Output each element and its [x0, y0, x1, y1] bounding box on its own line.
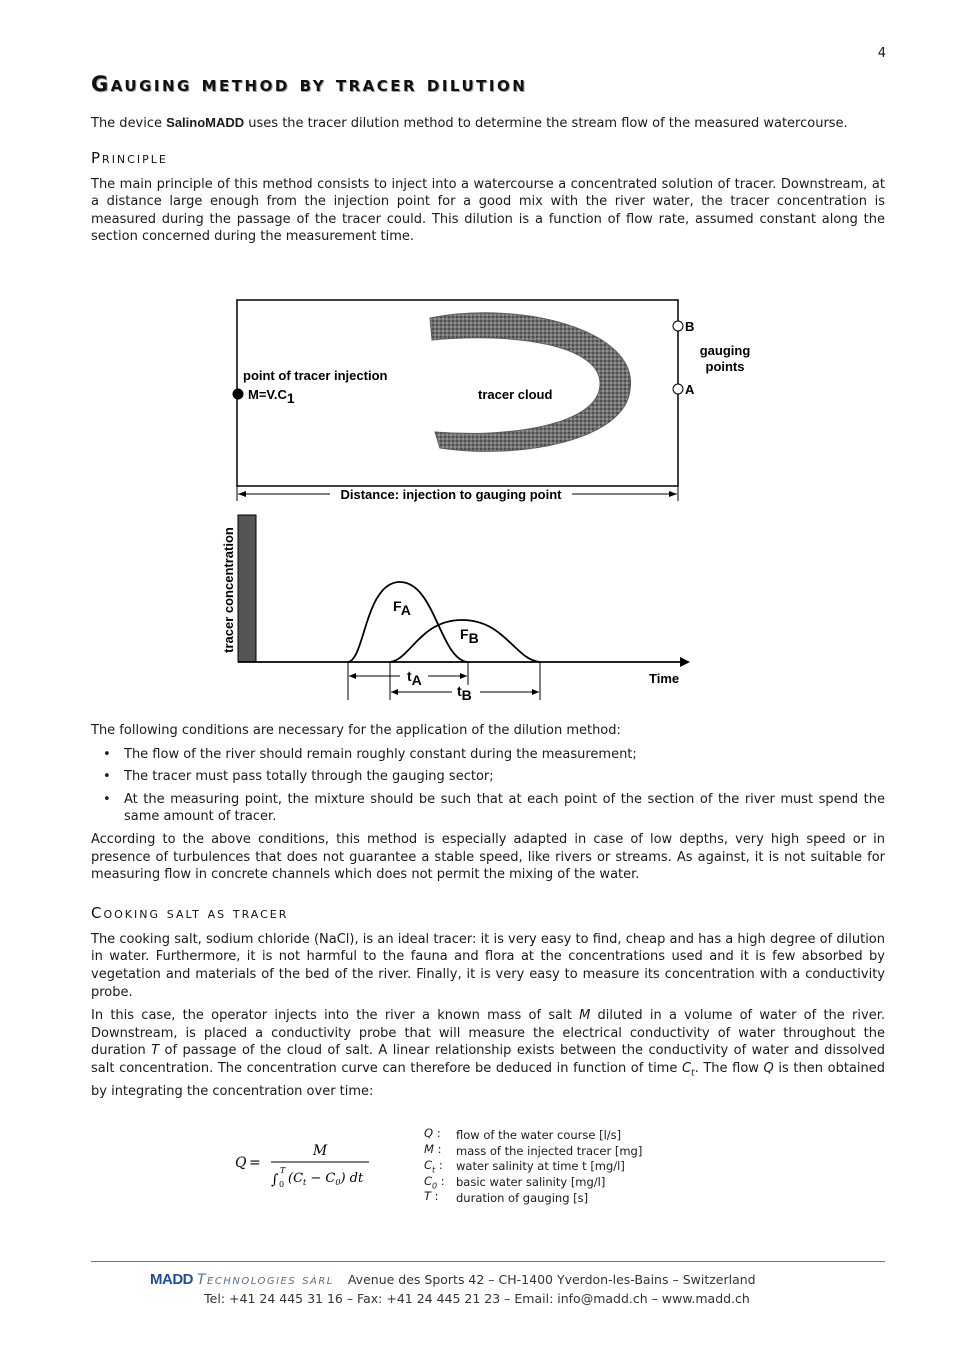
condition-item: • The tracer must pass totally through the gauging sector;	[124, 768, 885, 786]
formula-legend	[424, 1127, 642, 1205]
legend-row	[424, 1190, 642, 1206]
mass-label	[248, 387, 295, 406]
formula-den-end: ) dt	[340, 1171, 364, 1186]
tb-arrowhead-right	[532, 689, 539, 695]
salt-p2-var-ct	[681, 1060, 695, 1079]
curve-fa-main: F	[393, 598, 401, 614]
tb-label	[457, 683, 472, 703]
intro-before: The device	[91, 116, 167, 131]
condition-item: • At the measuring point, the mixture should be such that at each point of the section of the river must spend the same amount of tracer.	[124, 791, 885, 826]
intro-after: uses the tracer dilution method to determine the stream flow of the measured watercourse.	[244, 116, 848, 131]
ta-arrowhead-left	[349, 673, 356, 679]
formula-equals: =	[249, 1155, 261, 1171]
concentration-axis-label: tracer concentration	[221, 527, 236, 653]
legend-row	[424, 1174, 642, 1190]
principle-heading: Principle	[91, 148, 168, 167]
formula-den-a: (C	[288, 1171, 304, 1186]
salt-p2-var-m: M	[579, 1008, 591, 1024]
tracer-cloud	[430, 313, 631, 452]
salt-p2-var-q: Q	[763, 1060, 774, 1076]
formula-upper: T	[280, 1166, 286, 1175]
page-title: Gauging method by tracer dilution	[91, 72, 528, 96]
legend-row	[424, 1158, 642, 1174]
device-name: SalinoMADD	[166, 115, 245, 130]
salt-p2-text-b: diluted in a volume of water of the river. Downstream, is placed a conductivity probe that will measure the electrical conductivity of water throughout the duration	[91, 1008, 885, 1059]
footer-contact: Tel: +41 24 445 31 16 – Fax: +41 24 445 21 23 – Email: info@madd.ch – www.madd.ch	[204, 1291, 750, 1306]
formula-integral: ∫	[271, 1172, 279, 1188]
gauging-point-a-marker	[673, 384, 683, 394]
conditions-conclusion: According to the above conditions, this method is especially adapted in case of low depths, very high speed or in presence of turbulences that does not guarantee a stable speed, like rivers or streams. As against, it is not suitable for measuring flow in concrete channels which does not permit the mixing of the water.	[91, 831, 885, 883]
madd-logo: MADD	[150, 1271, 193, 1288]
ta-main: t	[407, 668, 412, 684]
curve-fb-label	[460, 626, 479, 646]
legend-row	[424, 1143, 642, 1159]
mass-label-sub: 1	[286, 390, 295, 406]
footer-address: Avenue des Sports 42 – CH-1400 Yverdon-les-Bains – Switzerland	[347, 1272, 756, 1287]
salt-heading: Cooking salt as tracer	[91, 903, 289, 922]
gauging-point-a-label: A	[685, 382, 695, 397]
formula-den-sub-0: 0	[335, 1178, 341, 1187]
footer-divider	[91, 1261, 885, 1262]
distance-arrowhead-left	[238, 491, 246, 497]
legend-symbol: Q :	[424, 1126, 441, 1141]
gauging-points-line1: gauging	[699, 343, 751, 358]
legend-description: basic water salinity [mg/l]	[456, 1174, 606, 1189]
document-body-continued	[91, 722, 885, 1107]
tb-sub: B	[461, 687, 472, 703]
formula-lhs: Q	[235, 1155, 247, 1171]
principle-paragraph: The main principle of this method consists to inject into a watercourse a concentrated solution of tracer. Downstream, at a distance large enough from the injection point for a good mix with the river water, the tracer concentration is measured during the passage of the tracer could. This dilution is a function of flow rate, assumed constant along the section concerned during the measurement time.	[91, 176, 885, 245]
salt-p2-text-c: of passage of the cloud of salt. A linear relationship exists between the conductivity of water and dissolved salt concentration. The concentration curve can therefore be deduced in function of time	[91, 1043, 885, 1076]
tb-arrowhead-left	[391, 689, 398, 695]
formula-denominator	[288, 1171, 364, 1187]
gauging-point-b-marker	[673, 321, 683, 331]
salt-p2-text-d: . The flow	[694, 1060, 764, 1076]
salt-paragraph-2	[91, 1007, 885, 1101]
mass-label-main: M=V.C	[248, 387, 287, 402]
salt-p2-text-e: is then obtained by integrating the concentration over time:	[91, 1060, 885, 1100]
salt-p2-var-ct-sub: t	[691, 1068, 695, 1079]
gauging-point-b-label: B	[685, 319, 695, 334]
curve-fb-main: F	[460, 626, 469, 642]
page-number: 4	[877, 46, 886, 61]
flow-formula	[235, 1137, 385, 1197]
salt-p2-text-a: In this case, the operator injects into the river a known mass of salt	[91, 1008, 580, 1024]
injection-point-marker	[233, 389, 244, 400]
tracer-cloud-label: tracer cloud	[478, 387, 553, 402]
time-axis-label: Time	[649, 671, 680, 686]
distance-arrowhead-right	[669, 491, 677, 497]
formula-lower: 0	[279, 1180, 285, 1189]
legend-symbol: M :	[424, 1141, 442, 1156]
legend-symbol: T :	[424, 1188, 439, 1203]
footer-line-1	[150, 1271, 756, 1288]
salt-p2-var-t: T	[151, 1043, 160, 1059]
ta-arrowhead-right	[460, 673, 467, 679]
tb-main: t	[457, 683, 462, 699]
formula-den-sub-t: t	[303, 1178, 307, 1187]
curve-fb-sub: B	[468, 630, 479, 646]
injection-spike-bar	[238, 515, 256, 662]
legend-description: water salinity at time t [mg/l]	[456, 1159, 625, 1174]
company-name: Technologies sàrl	[196, 1272, 334, 1288]
salt-paragraph-1: The cooking salt, sodium chloride (NaCl), is an ideal tracer: it is very easy to find, cheap and has a high degree of dilution in water. Furthermore, it is not harmful to the fauna and flora at the concentrations used and it is few absorbed by vegetation and materials of the bed of the river. Finally, it is very easy to measure its concentration with a conductivity probe.	[91, 931, 885, 1000]
legend-description: duration of gauging [s]	[456, 1190, 589, 1205]
legend-symbol: $C_t$ :	[424, 1158, 443, 1175]
conditions-intro: The following conditions are necessary for the application of the dilution method:	[91, 723, 621, 738]
curve-fa-sub: A	[400, 602, 411, 618]
gauging-points-line2: points	[705, 359, 745, 374]
legend-symbol: $C_0$ :	[424, 1173, 445, 1191]
conditions-list	[91, 746, 885, 826]
formula-den-minus: − C	[306, 1171, 336, 1186]
curve-fa-label	[393, 598, 411, 618]
time-axis-arrowhead	[680, 657, 690, 667]
formula-numerator: M	[312, 1143, 328, 1159]
legend-description: mass of the injected tracer [mg]	[456, 1143, 643, 1158]
legend-row	[424, 1127, 642, 1143]
injection-label: point of tracer injection	[243, 368, 388, 383]
salt-p2-var-ct-main: C	[681, 1060, 692, 1076]
ta-sub: A	[411, 672, 422, 688]
condition-item: • The flow of the river should remain roughly constant during the measurement;	[124, 746, 885, 764]
distance-label: Distance: injection to gauging point	[340, 487, 562, 502]
ta-label	[407, 668, 422, 688]
legend-description: flow of the water course [l/s]	[456, 1127, 622, 1142]
